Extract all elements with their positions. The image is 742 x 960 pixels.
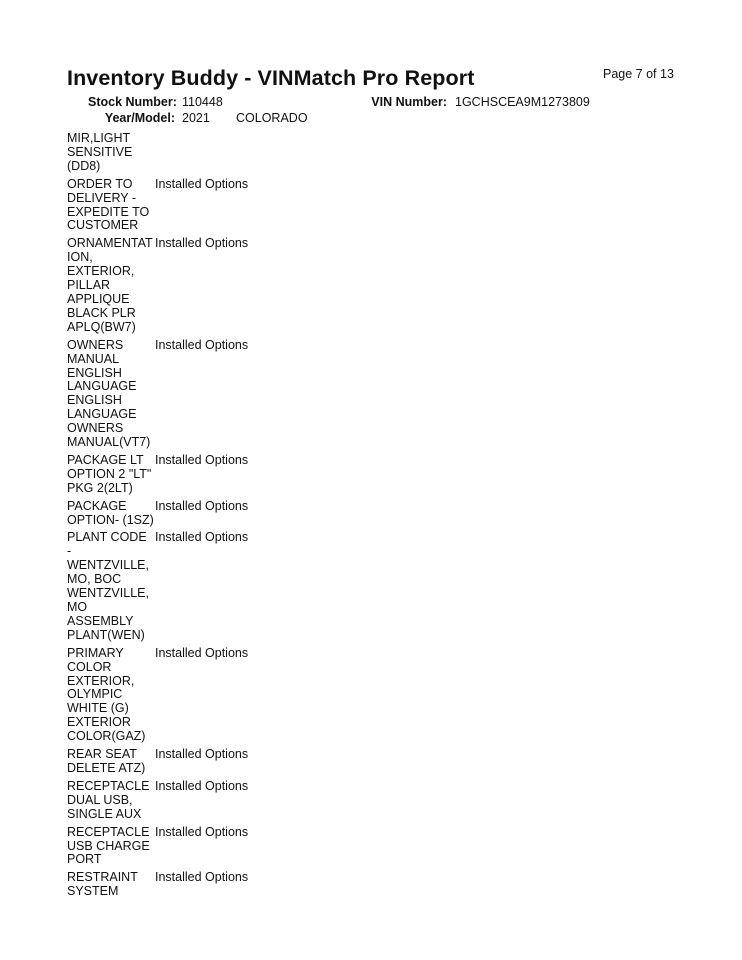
option-name: ORDER TO DELIVERY - EXPEDITE TO CUSTOMER (67, 176, 150, 233)
model-value: COLORADO (236, 111, 308, 125)
option-type: Installed Options (155, 236, 249, 251)
option-name: PRIMARY COLOR EXTERIOR, OLYMPIC WHITE (G) EXTERIOR COLOR(GAZ) (67, 645, 146, 744)
option-type: Installed Options (155, 337, 249, 352)
option-name: PLANT CODE - WENTZVILLE, MO, BOC WENTZVILLE, MO ASSEMBLY PLANT(WEN) (67, 530, 149, 642)
option-name: PACKAGE LT OPTION 2 "LT" PKG 2(2LT) (67, 452, 152, 495)
option-row (67, 339, 367, 450)
option-name: MIR,LIGHT SENSITIVE (DD8) (67, 131, 133, 173)
year-value: 2021 (182, 111, 210, 125)
option-type: Installed Options (155, 824, 249, 839)
option-type: Installed Options (155, 645, 249, 660)
option-row (67, 132, 367, 174)
page-number: Page 7 of 13 (603, 67, 674, 81)
option-type: Installed Options (155, 176, 249, 191)
option-name: ORNAMENTAT ION, EXTERIOR, PILLAR APPLIQUE BLACK PLR APLQ(BW7) (67, 236, 153, 334)
option-type: Installed Options (155, 747, 249, 762)
option-row (67, 178, 367, 234)
stock-number-label: Stock Number: (88, 95, 177, 109)
option-name: RESTRAINT SYSTEM (67, 870, 138, 899)
option-type: Installed Options (155, 498, 249, 513)
option-type: Installed Options (155, 870, 249, 885)
option-row (67, 237, 367, 334)
option-row (67, 454, 367, 496)
year-model-label: Year/Model: (104, 111, 175, 125)
option-name: PACKAGE OPTION- (1SZ) (67, 498, 154, 527)
stock-number-value: 110448 (182, 95, 223, 109)
option-name: RECEPTACLE DUAL USB, SINGLE AUX (67, 778, 150, 821)
options-list (67, 132, 367, 903)
report-title: Inventory Buddy - VINMatch Pro Report (67, 66, 475, 90)
option-type: Installed Options (155, 530, 249, 545)
option-name: OWNERS MANUAL ENGLISH LANGUAGE ENGLISH LANGUAGE OWNERS MANUAL(VT7) (67, 337, 151, 450)
option-row (67, 826, 367, 868)
option-row (67, 500, 367, 528)
option-row (67, 871, 367, 899)
option-row (67, 531, 367, 642)
option-type: Installed Options (155, 452, 249, 467)
option-row (67, 647, 367, 744)
vin-number-label: VIN Number: (371, 95, 447, 109)
option-name: RECEPTACLE USB CHARGE PORT (67, 824, 150, 867)
vin-number-value: 1GCHSCEA9M1273809 (455, 95, 590, 109)
option-type: Installed Options (155, 778, 249, 793)
option-row (67, 748, 367, 776)
option-row (67, 780, 367, 822)
option-name: REAR SEAT DELETE ATZ) (67, 747, 146, 775)
